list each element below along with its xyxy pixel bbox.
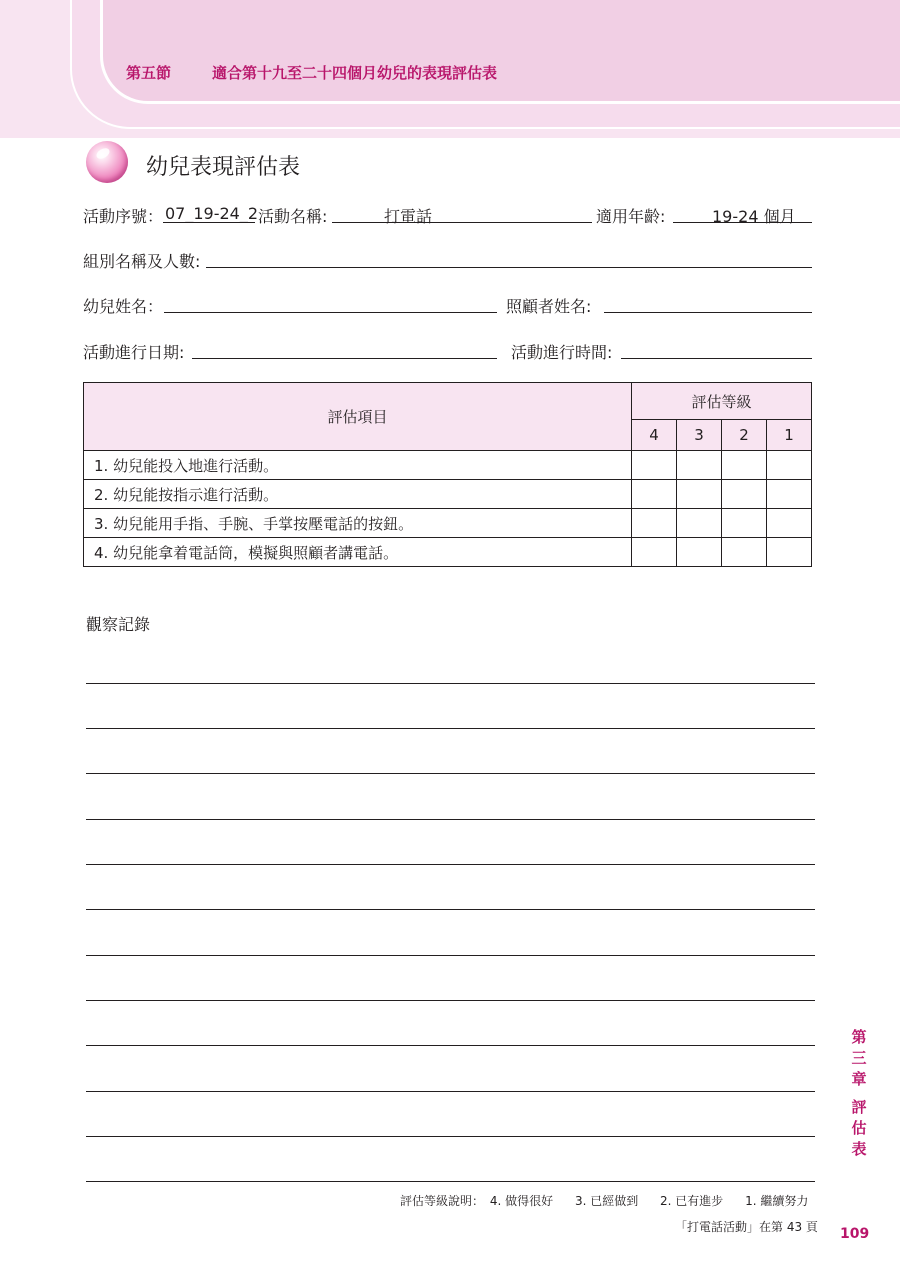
observation-line[interactable] <box>86 819 815 820</box>
item-text: 1. 幼兒能投入地進行活動。 <box>84 451 632 480</box>
observation-title: 觀察記錄 <box>86 615 151 634</box>
carer-name-label: 照顧者姓名: <box>506 297 592 316</box>
observation-line[interactable] <box>86 1000 815 1001</box>
time-field[interactable] <box>621 358 812 359</box>
score-cell[interactable] <box>767 538 812 567</box>
table-row <box>84 538 812 567</box>
score-cell[interactable] <box>632 451 677 480</box>
activity-no-label: 活動序號： <box>83 207 164 226</box>
score-cell[interactable] <box>677 538 722 567</box>
legend-label: 評估等級說明： <box>400 1194 485 1208</box>
score-cell[interactable] <box>632 538 677 567</box>
score-cell[interactable] <box>767 480 812 509</box>
level-3-header: 3 <box>677 420 722 451</box>
score-cell[interactable] <box>677 480 722 509</box>
page-number: 109 <box>840 1226 870 1242</box>
item-text: 3. 幼兒能用手指、手腕、手掌按壓電話的按鈕。 <box>84 509 632 538</box>
carer-name-field[interactable] <box>604 312 812 313</box>
observation-line[interactable] <box>86 683 815 684</box>
score-cell[interactable] <box>632 509 677 538</box>
observation-line[interactable] <box>86 1091 815 1092</box>
item-text: 2. 幼兒能按指示進行活動。 <box>84 480 632 509</box>
score-cell[interactable] <box>722 509 767 538</box>
observation-line[interactable] <box>86 1181 815 1182</box>
age-label: 適用年齡: <box>596 207 666 226</box>
section-label: 第五節 <box>126 64 172 82</box>
table-row <box>84 509 812 538</box>
score-cell[interactable] <box>722 480 767 509</box>
chapter-tab: 第三章 <box>851 1028 867 1088</box>
score-cell[interactable] <box>767 509 812 538</box>
activity-no-value: 07_19-24_2 <box>165 204 259 223</box>
activity-no-underline <box>163 222 255 223</box>
score-cell[interactable] <box>677 451 722 480</box>
observation-line[interactable] <box>86 1045 815 1046</box>
date-label: 活動進行日期: <box>83 343 185 362</box>
observation-line[interactable] <box>86 909 815 910</box>
table-row <box>84 480 812 509</box>
child-name-field[interactable] <box>164 312 497 313</box>
score-cell[interactable] <box>677 509 722 538</box>
date-field[interactable] <box>192 358 497 359</box>
legend-item: 2. 已有進步 <box>660 1194 724 1208</box>
header-decoration-inner <box>100 0 900 104</box>
observation-line[interactable] <box>86 728 815 729</box>
section-title: 適合第十九至二十四個月幼兒的表現評估表 <box>212 64 498 82</box>
activity-name-underline <box>332 222 592 223</box>
group-label: 組別名稱及人數: <box>83 252 201 271</box>
item-header: 評估項目 <box>84 383 632 451</box>
score-cell[interactable] <box>632 480 677 509</box>
observation-line[interactable] <box>86 773 815 774</box>
observation-line[interactable] <box>86 864 815 865</box>
group-field[interactable] <box>206 267 812 268</box>
level-header: 評估等級 <box>632 383 812 420</box>
legend-item: 4. 做得很好 <box>489 1194 554 1208</box>
page-reference: 「打電話活動」在第 43 頁 <box>675 1220 818 1234</box>
table-row <box>84 451 812 480</box>
observation-line[interactable] <box>86 1136 815 1137</box>
activity-name-value: 打電話 <box>384 207 433 226</box>
level-2-header: 2 <box>722 420 767 451</box>
chapter-topic-tab: 評估表 <box>851 1098 867 1158</box>
child-name-label: 幼兒姓名： <box>83 297 164 316</box>
score-cell[interactable] <box>722 451 767 480</box>
score-cell[interactable] <box>722 538 767 567</box>
age-value: 19-24 個月 <box>712 207 796 226</box>
observation-line[interactable] <box>86 955 815 956</box>
level-4-header: 4 <box>632 420 677 451</box>
legend-item: 3. 已經做到 <box>574 1194 639 1208</box>
legend-item: 1. 繼續努力 <box>745 1194 809 1208</box>
activity-name-label: 活動名稱: <box>258 207 328 226</box>
form-title: 幼兒表現評估表 <box>146 155 301 180</box>
rating-legend <box>400 1192 826 1209</box>
time-label: 活動進行時間: <box>511 343 613 362</box>
item-text: 4. 幼兒能拿着電話筒，模擬與照顧者講電話。 <box>84 538 632 567</box>
evaluation-table <box>83 382 812 567</box>
score-cell[interactable] <box>767 451 812 480</box>
level-1-header: 1 <box>767 420 812 451</box>
age-underline <box>673 222 812 223</box>
